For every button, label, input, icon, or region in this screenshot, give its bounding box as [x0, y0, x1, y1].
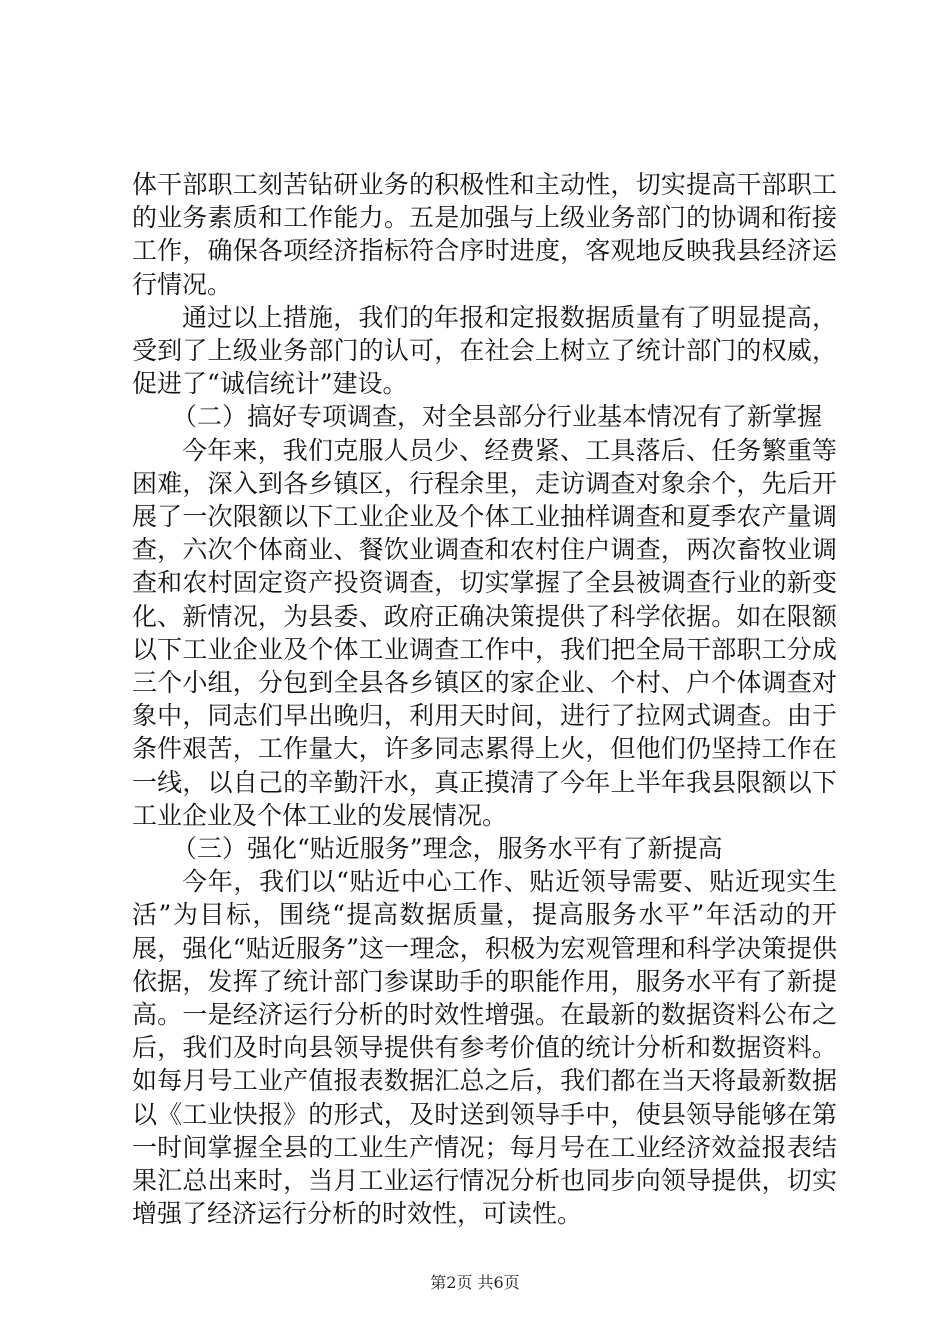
section-heading-3: （三）强化“贴近服务”理念，服务水平有了新提高	[172, 834, 723, 864]
page-footer: 第2页 共6页	[430, 1273, 520, 1292]
paragraph-continuation: 体干部职工刻苦钻研业务的积极性和主动性，切实提高干部职工的业务素质和工作能力。五是加强与上级业务部门的协调和衔接工作，确保各项经济指标符合序时进度，客观地反映我县经济运行情况。	[132, 170, 837, 299]
paragraph-survey: 今年来，我们克服人员少、经费紧、工具落后、任务繁重等困难，深入到各乡镇区，行程余里，走访调查对象余个，先后开展了一次限额以下工业企业及个体工业抽样调查和夏季农产量调查，六次个体商业、餐饮业调查和农村住户调查，两次畜牧业调查和农村固定资产投资调查，切实掌握了全县被调查行业的新变化、新情况，为县委、政府正确决策提供了科学依据。如在限额以下工业企业及个体工业调查工作中，我们把全局干部职工分成三个小组，分包到全县各乡镇区的家企业、个村、户个体调查对象中，同志们早出晚归，利用天时间，进行了拉网式调查。由于条件艰苦，工作量大，许多同志累得上火，但他们仍坚持工作在一线，以自己的辛勤汗水，真正摸清了今年上半年我县限额以下工业企业及个体工业的发展情况。	[132, 435, 837, 830]
section-heading-2: （二）搞好专项调查，对全县部分行业基本情况有了新掌握	[172, 402, 823, 432]
document-body	[132, 168, 837, 1231]
paragraph-summary: 通过以上措施，我们的年报和定报数据质量有了明显提高，受到了上级业务部门的认可，在社会上树立了统计部门的权威，促进了“诚信统计”建设。	[132, 302, 837, 399]
paragraph-service: 今年，我们以“贴近中心工作、贴近领导需要、贴近现实生活”为目标，围绕“提高数据质量，提高服务水平”年活动的开展，强化“贴近服务”这一理念，积极为宏观管理和科学决策提供依据，发挥了统计部门参谋助手的职能作用，服务水平有了新提高。一是经济运行分析的时效性增强。在最新的数据资料公布之后，我们及时向县领导提供有参考价值的统计分析和数据资料。如每月号工业产值报表数据汇总之后，我们都在当天将最新数据以《工业快报》的形式，及时送到领导手中，使县领导能够在第一时间掌握全县的工业生产情况；每月号在工业经济效益报表结果汇总出来时，当月工业运行情况分析也同步向领导提供，切实增强了经济运行分析的时效性，可读性。	[132, 867, 837, 1229]
